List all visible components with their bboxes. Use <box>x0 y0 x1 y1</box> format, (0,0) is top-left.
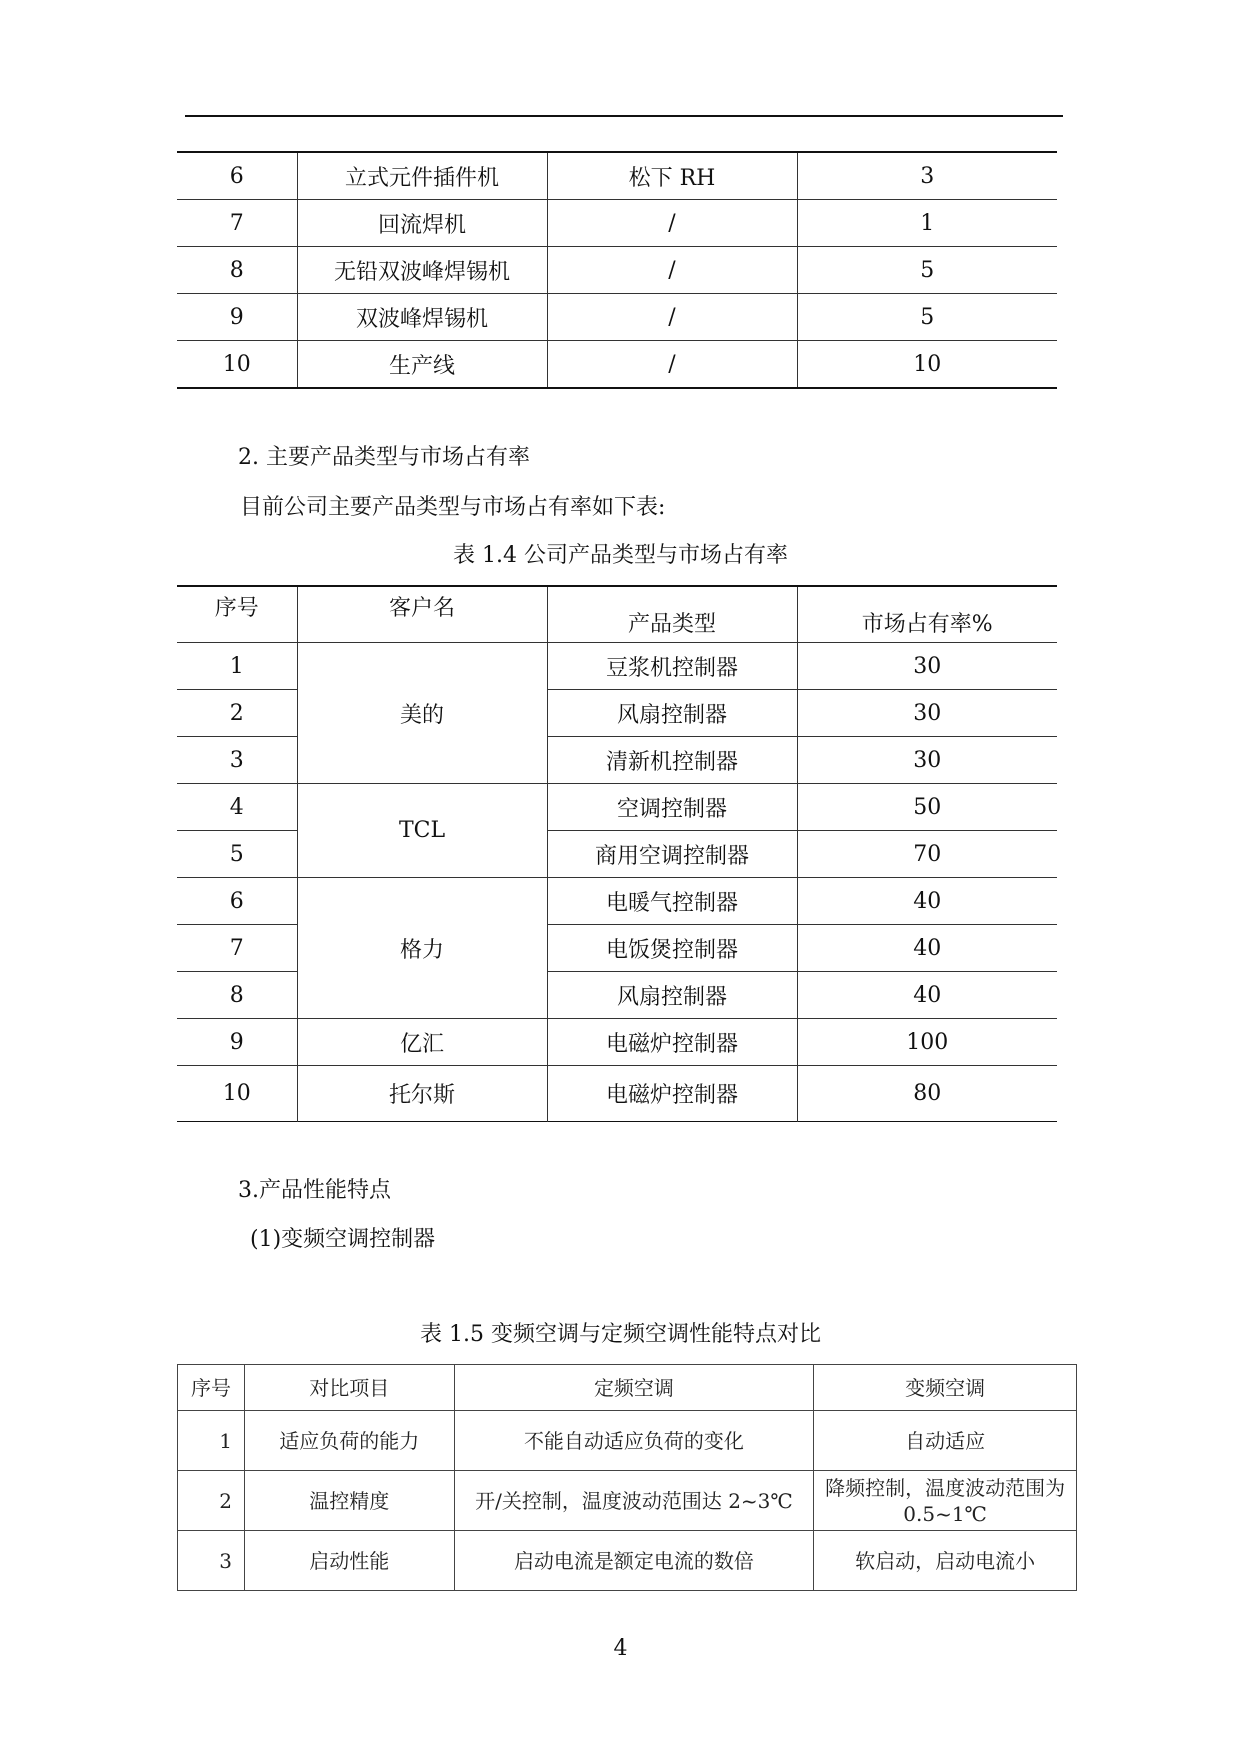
section-3-heading: 3.产品性能特点 <box>238 1178 391 1203</box>
cell-model: / <box>547 247 797 294</box>
cell-fixed: 启动电流是额定电流的数倍 <box>454 1531 814 1591</box>
cell-share: 80 <box>797 1066 1057 1122</box>
cell-inverter: 自动适应 <box>814 1411 1077 1471</box>
header-no: 序号 <box>214 596 259 621</box>
cell-no: 7 <box>177 925 297 972</box>
cell-inverter: 软启动，启动电流小 <box>814 1531 1077 1591</box>
cell-no: 8 <box>177 972 297 1019</box>
cell-customer-midea: 美的 <box>297 643 547 784</box>
header-inverter: 变频空调 <box>814 1365 1077 1411</box>
cell-no: 10 <box>177 1066 297 1122</box>
table-row <box>177 784 1057 831</box>
cell-no: 6 <box>177 878 297 925</box>
cell-product: 电磁炉控制器 <box>547 1019 797 1066</box>
table-row <box>178 1411 1077 1471</box>
product-market-share-table <box>177 585 1057 1122</box>
cell-model: / <box>547 200 797 247</box>
cell-fixed: 开/关控制，温度波动范围达 2~3℃ <box>454 1471 814 1531</box>
cell-share: 40 <box>797 972 1057 1019</box>
table-row <box>177 200 1057 247</box>
header-item: 对比项目 <box>244 1365 454 1411</box>
table-row <box>178 1471 1077 1531</box>
cell-name: 回流焊机 <box>297 200 547 247</box>
cell-name: 立式元件插件机 <box>297 152 547 200</box>
cell-model: / <box>547 294 797 341</box>
cell-product: 电饭煲控制器 <box>547 925 797 972</box>
table-row <box>177 1019 1057 1066</box>
cell-product: 豆浆机控制器 <box>547 643 797 690</box>
cell-product: 电暖气控制器 <box>547 878 797 925</box>
cell-name: 双波峰焊锡机 <box>297 294 547 341</box>
cell-model: 松下 RH <box>547 152 797 200</box>
cell-no: 9 <box>177 294 297 341</box>
cell-qty: 3 <box>797 152 1057 200</box>
table-row <box>177 152 1057 200</box>
table-row <box>177 643 1057 690</box>
cell-no: 10 <box>177 341 297 389</box>
cell-qty: 5 <box>797 247 1057 294</box>
cell-share: 30 <box>797 737 1057 784</box>
cell-share: 100 <box>797 1019 1057 1066</box>
table-header-row <box>177 586 1057 643</box>
cell-share: 40 <box>797 878 1057 925</box>
cell-no: 6 <box>229 163 244 189</box>
cell-no: 3 <box>177 737 297 784</box>
equipment-table <box>177 151 1057 389</box>
header-customer: 客户名 <box>297 586 547 643</box>
table-1-4-caption: 表 1.4 公司产品类型与市场占有率 <box>453 543 788 568</box>
header-share: 市场占有率% <box>797 586 1057 643</box>
cell-item: 适应负荷的能力 <box>244 1411 454 1471</box>
section-2-intro: 目前公司主要产品类型与市场占有率如下表: <box>240 495 666 520</box>
header-fixed-frequency: 定频空调 <box>454 1365 814 1411</box>
header-product: 产品类型 <box>547 586 797 643</box>
cell-no: 7 <box>177 200 297 247</box>
cell-product: 风扇控制器 <box>547 972 797 1019</box>
cell-no: 2 <box>177 690 297 737</box>
section-3-subheading: (1)变频空调控制器 <box>250 1227 436 1252</box>
cell-product: 电磁炉控制器 <box>547 1066 797 1122</box>
cell-inverter: 降频控制，温度波动范围为 0.5~1℃ <box>814 1471 1077 1531</box>
ac-comparison-table <box>177 1364 1077 1591</box>
table-row <box>177 341 1057 389</box>
cell-no: 2 <box>178 1471 245 1531</box>
cell-name: 无铅双波峰焊锡机 <box>297 247 547 294</box>
cell-no: 3 <box>178 1531 245 1591</box>
cell-no: 4 <box>177 784 297 831</box>
cell-fixed: 不能自动适应负荷的变化 <box>454 1411 814 1471</box>
cell-share: 50 <box>797 784 1057 831</box>
cell-no: 1 <box>178 1411 245 1471</box>
cell-customer-tcl: TCL <box>297 784 547 878</box>
cell-product: 清新机控制器 <box>547 737 797 784</box>
page-number: 4 <box>613 1636 628 1661</box>
cell-share: 30 <box>797 690 1057 737</box>
cell-model: / <box>547 341 797 389</box>
table-row <box>177 247 1057 294</box>
cell-name: 生产线 <box>297 341 547 389</box>
cell-customer-tuoersi: 托尔斯 <box>297 1066 547 1122</box>
section-2-heading: 2. 主要产品类型与市场占有率 <box>238 445 530 470</box>
table-row <box>177 1066 1057 1122</box>
cell-product: 空调控制器 <box>547 784 797 831</box>
table-header-row <box>178 1365 1077 1411</box>
table-1-5-caption: 表 1.5 变频空调与定频空调性能特点对比 <box>420 1322 821 1347</box>
cell-customer-yihui: 亿汇 <box>297 1019 547 1066</box>
cell-no: 5 <box>177 831 297 878</box>
cell-qty: 1 <box>797 200 1057 247</box>
cell-share: 40 <box>797 925 1057 972</box>
header-no: 序号 <box>178 1365 245 1411</box>
table-row <box>178 1531 1077 1591</box>
cell-share: 30 <box>797 643 1057 690</box>
page-header-rule <box>185 115 1063 117</box>
table-row <box>177 294 1057 341</box>
cell-product: 商用空调控制器 <box>547 831 797 878</box>
cell-no: 8 <box>177 247 297 294</box>
cell-share: 70 <box>797 831 1057 878</box>
cell-qty: 5 <box>797 294 1057 341</box>
cell-no: 1 <box>177 643 297 690</box>
cell-qty: 10 <box>797 341 1057 389</box>
cell-item: 启动性能 <box>244 1531 454 1591</box>
cell-customer-gree: 格力 <box>297 878 547 1019</box>
table-row <box>177 878 1057 925</box>
cell-product: 风扇控制器 <box>547 690 797 737</box>
cell-item: 温控精度 <box>244 1471 454 1531</box>
cell-no: 9 <box>177 1019 297 1066</box>
